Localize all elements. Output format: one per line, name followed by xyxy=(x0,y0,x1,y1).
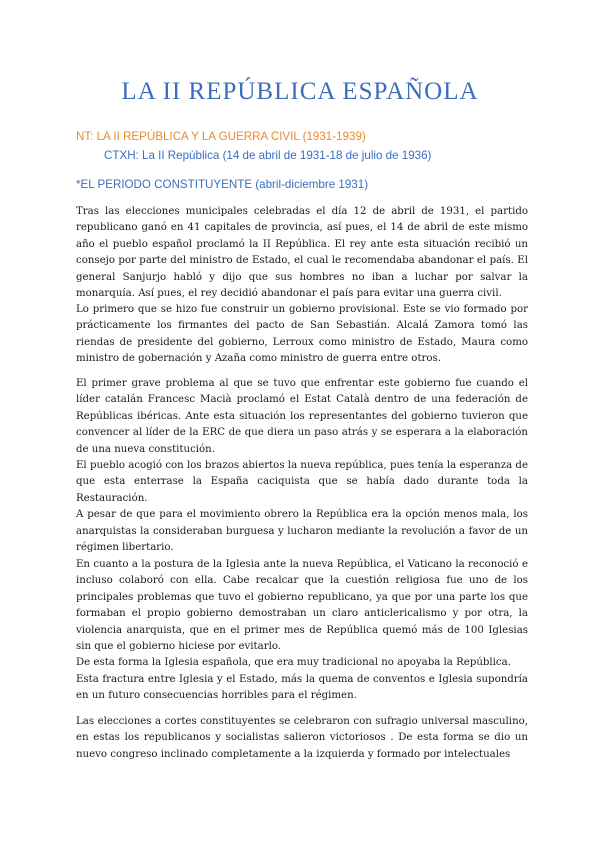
body-paragraph: De esta forma la Iglesia española, que era muy tradicional no apoyaba la República. xyxy=(76,657,511,669)
document-title: LA II REPÚBLICA ESPAÑOLA xyxy=(121,78,479,105)
paragraph-block-1 xyxy=(76,204,528,302)
section-heading: *EL PERIODO CONSTITUYENTE (abril-diciembre 1931) xyxy=(76,178,369,191)
body-paragraph: El pueblo acogió con los brazos abiertos la nueva república, pues tenía la esperanza de que esta enterrase la España caciquista que se había dado durante toda la Restauración. xyxy=(76,460,528,504)
body-paragraph: Las elecciones a cortes constituyentes se celebraron con sufragio universal masculino, en estas los republicanos y socialistas salieron victoriosos . De esta forma se dio un nuevo congreso inclinado completamente a la izquierda y formado por intelectuales xyxy=(76,716,528,760)
body-paragraph: El primer grave problema al que se tuvo que enfrentar este gobierno fue cuando el líder catalán Francesc Macià proclamó el Estat Català dentro de una federación de Repúblicas ibéricas. Ante esta situación los representantes del gobierno tuvieron que convencer al líder de la ERC de que diera un paso atrás y se esperara a la elaboración de una nueva constitución. xyxy=(76,378,528,455)
body-paragraph: Esta fractura entre Iglesia y el Estado, más la quema de conventos e Iglesia supondría en un futuro consecuencias horribles para el régimen. xyxy=(76,674,528,702)
body-paragraph: Tras las elecciones municipales celebradas el día 12 de abril de 1931, el partido republicano ganó en 41 capitales de provincia, así pues, el 14 de abril de este mismo año el pueblo español proclamó la II República. El rey ante esta situación recibió un consejo por parte del ministro de Estado, el cual le recomendaba abandonar el país. El general Sanjurjo habló y dijo que sus hombres no iban a luchar por salvar la monarquía. Así pues, el rey decidió abandonar el país para evitar una guerra civil. xyxy=(76,206,528,300)
body-paragraph: A pesar de que para el movimiento obrero la República era la opción menos mala, los anarquistas la consideraban burguesa y lucharon mediante la revolución a favor de un régimen libertario. xyxy=(76,509,528,554)
body-paragraph: Lo primero que se hizo fue construir un gobierno provisional. Este se vio formado por prácticamente los firmantes del pacto de San Sebastián. Alcalá Zamora tomó las riendas de presidente del gobierno, Lerroux como ministro de Estado, Maura como ministro de gobernación y Azaña como ministro de guerra entre otros. xyxy=(76,304,528,365)
paragraph-block-4 xyxy=(76,458,528,556)
paragraph-block-2 xyxy=(76,302,528,368)
paragraph-block-7 xyxy=(76,714,528,763)
body-paragraph: En cuanto a la postura de la Iglesia ante la nueva República, el Vaticano la reconoció e incluso colaboró con ella. Cabe recalcar que la cuestión religiosa fue uno de los principales problemas que tuvo el gobierno republicano, ya que por una parte los que formaban el propio gobierno demostraban un claro anticlericalismo y por otra, la violencia anarquista, que en el primer mes de República quemó más de 100 Iglesias sin que el gobierno hiciese por evitarlo. xyxy=(76,559,528,653)
paragraph-block-5 xyxy=(76,557,528,672)
context-heading: CTXH: La II República (14 de abril de 1931-18 de julio de 1936) xyxy=(104,149,432,162)
unit-heading: NT: LA II REPÚBLICA Y LA GUERRA CIVIL (1931-1939) xyxy=(76,130,366,143)
paragraph-block-6 xyxy=(76,672,528,705)
paragraph-block-3 xyxy=(76,376,528,458)
